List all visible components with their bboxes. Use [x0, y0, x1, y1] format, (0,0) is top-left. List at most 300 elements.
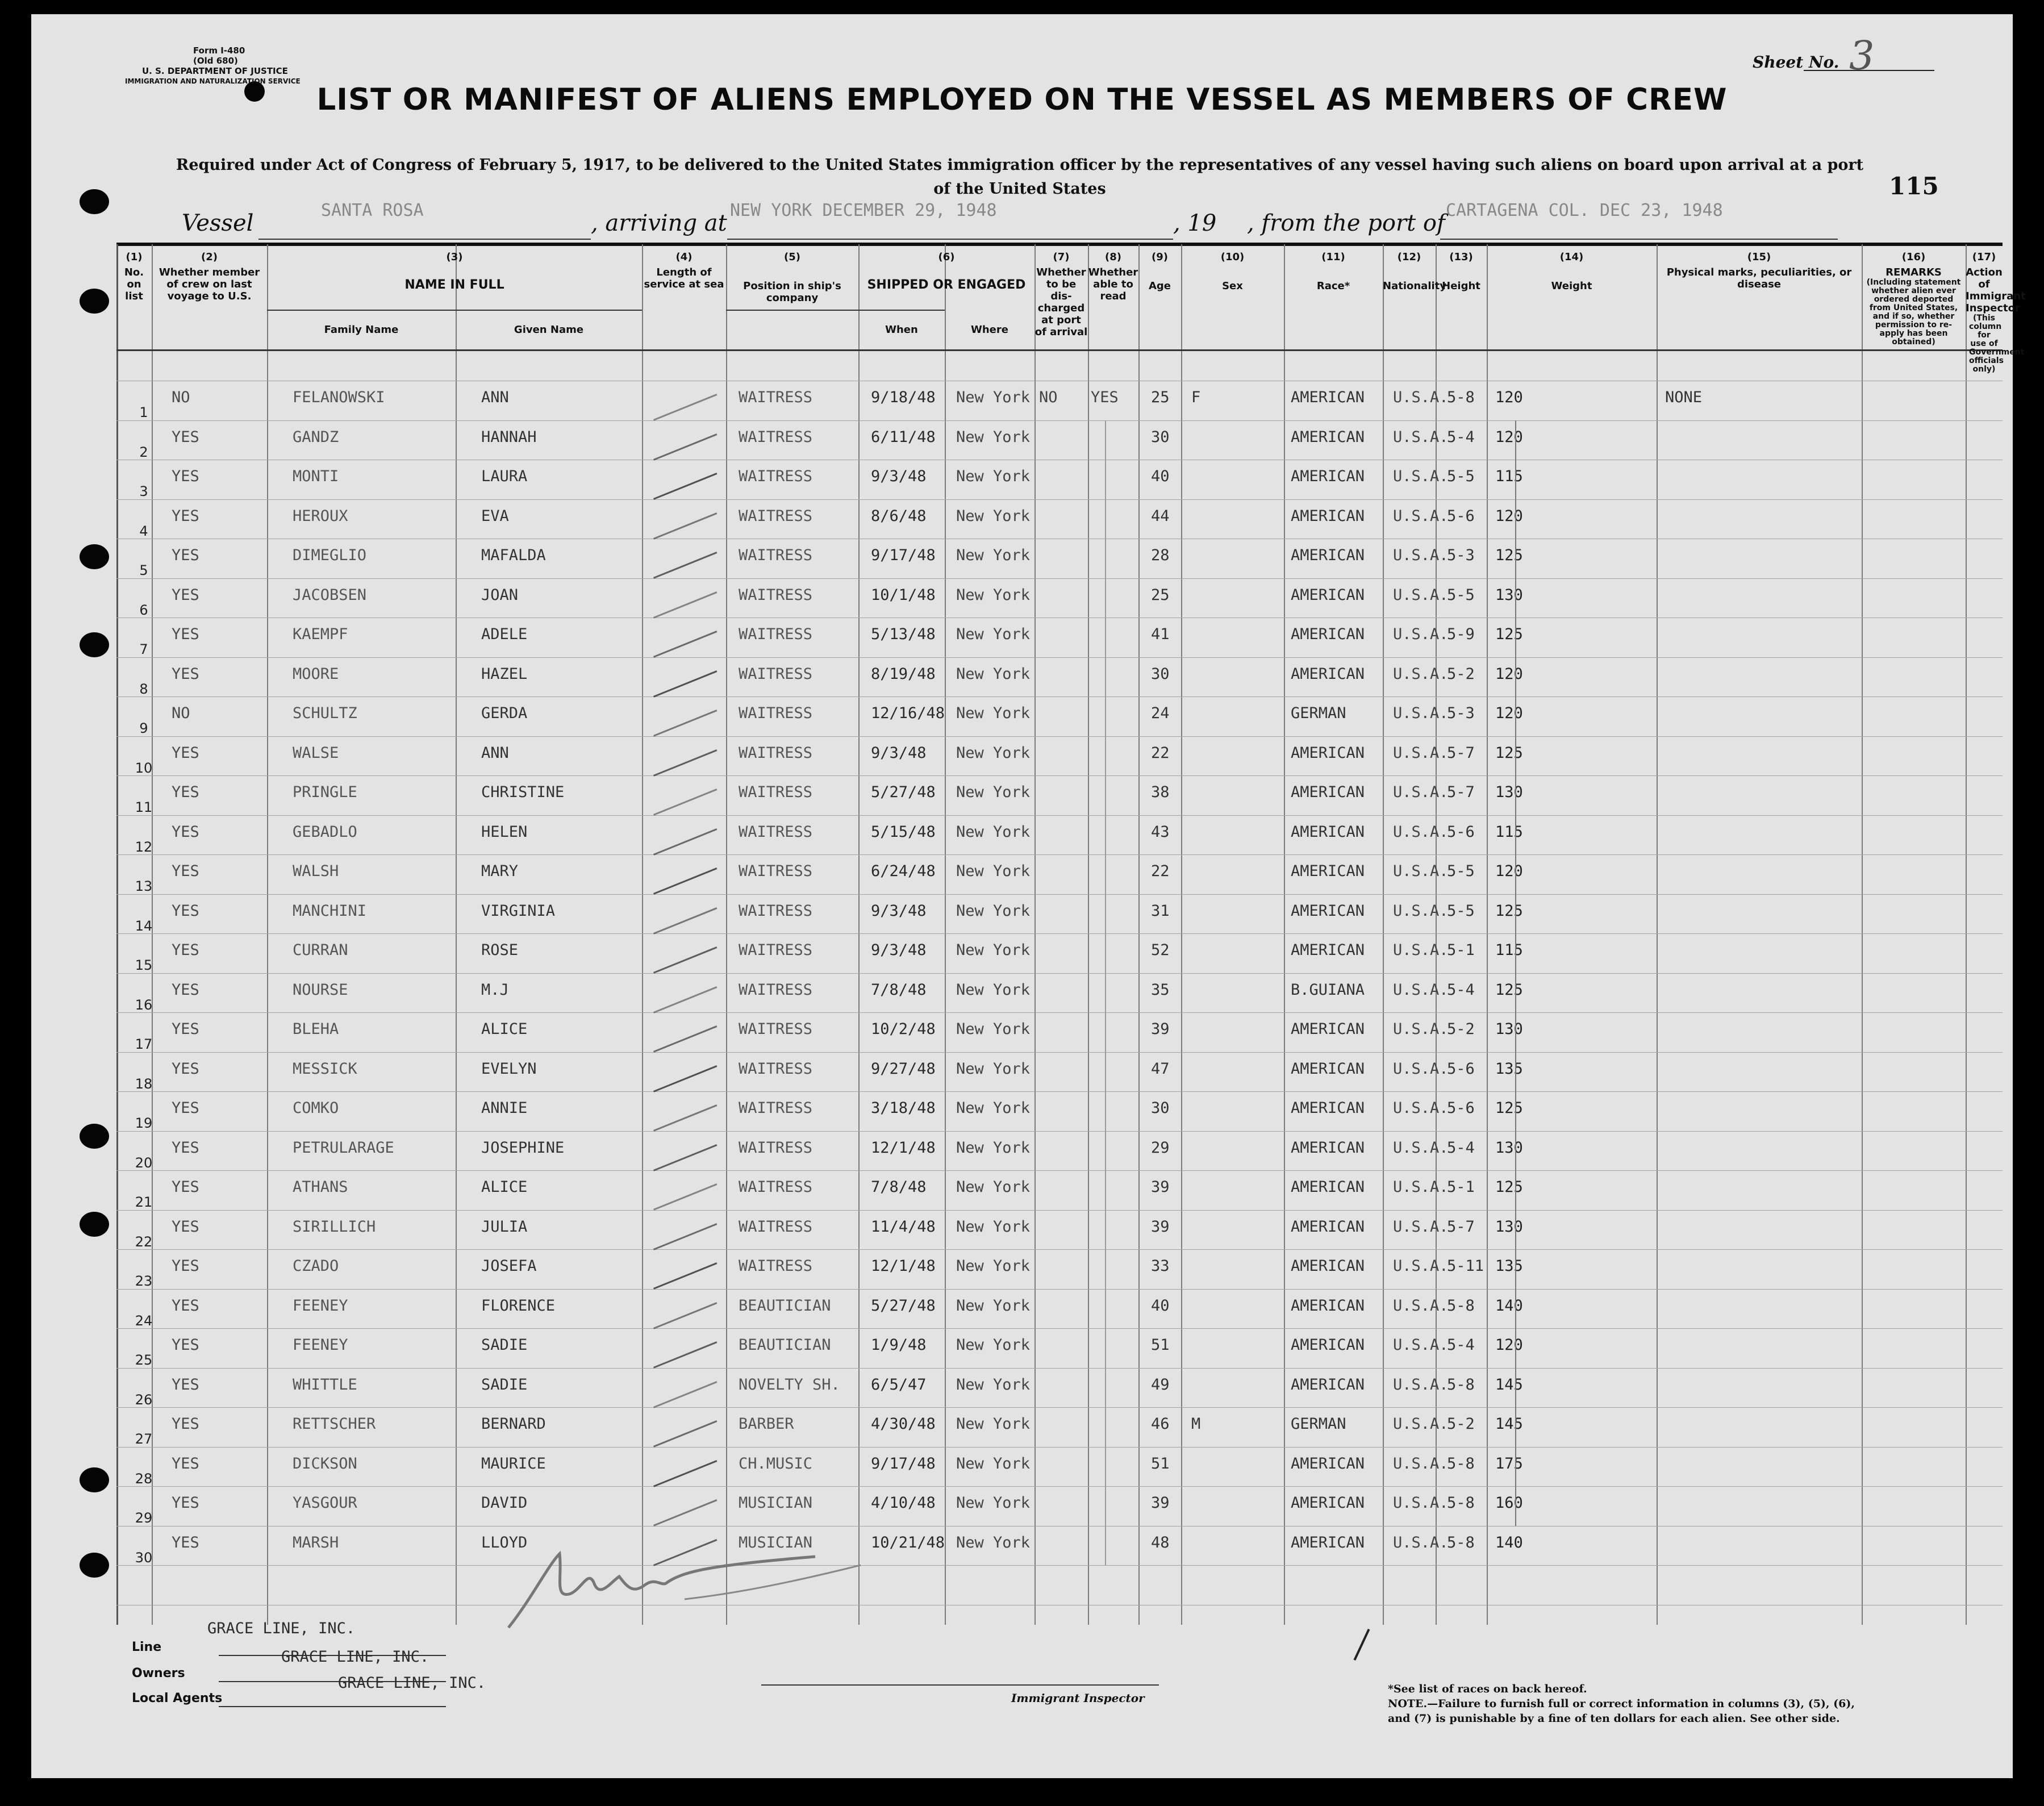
- cell-weight: 130: [1495, 1020, 1523, 1038]
- cell-position: BARBER: [739, 1415, 794, 1433]
- service-check-mark: [653, 433, 717, 461]
- cell-when: 12/1/48: [871, 1138, 936, 1157]
- cell-where: New York: [956, 547, 1031, 564]
- table-row: [116, 465, 2003, 505]
- cell-when: 9/17/48: [871, 547, 936, 564]
- cell-prev: YES: [172, 823, 199, 841]
- table-row: [116, 584, 2003, 624]
- cell-given: FLORENCE: [481, 1296, 556, 1315]
- column-header: [642, 251, 726, 290]
- table-row: [116, 1295, 2003, 1334]
- cell-read: YES: [1091, 389, 1119, 406]
- cell-sex: M: [1191, 1415, 1201, 1433]
- row-number: 6: [139, 602, 148, 618]
- column-label: No. on list: [124, 266, 144, 302]
- cell-age: 47: [1151, 1060, 1170, 1078]
- cell-nationality: U.S.A.: [1393, 507, 1449, 525]
- table-row: [116, 742, 2003, 782]
- service-check-mark: [653, 512, 717, 540]
- cell-family: KAEMPF: [293, 625, 348, 643]
- cell-given: LAURA: [481, 468, 528, 485]
- cell-given: ALICE: [481, 1020, 528, 1038]
- agents-value: GRACE LINE, INC.: [338, 1674, 486, 1692]
- cell-age: 43: [1151, 823, 1170, 841]
- cell-age: 30: [1151, 1099, 1170, 1117]
- column-label: Race*: [1316, 280, 1350, 292]
- cell-sex: F: [1191, 389, 1201, 406]
- cell-where: New York: [956, 1296, 1031, 1315]
- cell-nationality: U.S.A.: [1393, 1257, 1449, 1275]
- crew-table: [116, 244, 2026, 1625]
- vessel-label: Vessel: [182, 210, 254, 236]
- column-number: (2): [201, 251, 218, 263]
- cell-family: SIRILLICH: [293, 1217, 376, 1236]
- cell-when: 3/18/48: [871, 1099, 936, 1117]
- cell-prev: YES: [172, 1494, 199, 1512]
- cell-height: 5-4: [1447, 428, 1475, 446]
- cell-when: 10/21/48: [871, 1533, 945, 1551]
- column-header: [858, 251, 1034, 291]
- cell-prev: YES: [172, 941, 199, 959]
- cell-where: New York: [956, 1138, 1031, 1157]
- cell-prev: YES: [172, 547, 199, 564]
- cell-weight: 130: [1495, 586, 1523, 604]
- column-note: (Including statement whether alien ever ordered deported from United States, and if so, whether permission to re-apply has been obtained): [1866, 278, 1961, 347]
- service-check-mark: [653, 1460, 717, 1487]
- cell-position: WAITRESS: [739, 586, 813, 604]
- cell-nationality: U.S.A.: [1393, 1138, 1449, 1157]
- cell-where: New York: [956, 1020, 1031, 1038]
- cell-position: WAITRESS: [739, 823, 813, 841]
- table-row: [116, 702, 2003, 742]
- cell-race: AMERICAN: [1291, 1060, 1365, 1078]
- row-number: 3: [139, 483, 148, 499]
- cell-family: CURRAN: [293, 941, 348, 959]
- cell-race: AMERICAN: [1291, 902, 1365, 920]
- cell-age: 51: [1151, 1336, 1170, 1354]
- row-number: 25: [135, 1352, 153, 1368]
- cell-when: 6/24/48: [871, 862, 936, 880]
- cell-given: ANN: [481, 744, 509, 762]
- cell-nationality: U.S.A.: [1393, 625, 1449, 643]
- cell-weight: 115: [1495, 941, 1523, 959]
- cell-family: FEENEY: [293, 1296, 348, 1315]
- column-label: Nationality: [1383, 280, 1446, 292]
- cell-position: WAITRESS: [739, 862, 813, 880]
- cell-family: PETRULARAGE: [293, 1138, 394, 1157]
- cell-nationality: U.S.A.: [1393, 586, 1449, 604]
- cell-when: 6/5/47: [871, 1375, 927, 1394]
- cell-where: New York: [956, 862, 1031, 880]
- cell-weight: 135: [1495, 1257, 1523, 1275]
- row-number: 11: [135, 799, 153, 815]
- cell-age: 39: [1151, 1494, 1170, 1512]
- cell-age: 52: [1151, 941, 1170, 959]
- cell-nationality: U.S.A.: [1393, 981, 1449, 999]
- cell-height: 5-5: [1447, 468, 1475, 485]
- cell-given: HANNAH: [481, 428, 537, 446]
- punch-hole: [80, 1124, 109, 1149]
- ditto-line: [1515, 420, 1516, 1526]
- department: U. S. DEPARTMENT OF JUSTICE: [142, 66, 288, 76]
- cell-given: VIRGINIA: [481, 902, 556, 920]
- cell-age: 48: [1151, 1533, 1170, 1551]
- cell-nationality: U.S.A.: [1393, 1060, 1449, 1078]
- cell-when: 5/27/48: [871, 783, 936, 801]
- cell-family: YASGOUR: [293, 1494, 357, 1512]
- cell-when: 9/27/48: [871, 1060, 936, 1078]
- cell-family: MESSICK: [293, 1060, 357, 1078]
- cell-height: 5-7: [1447, 744, 1475, 762]
- service-check-mark: [653, 907, 717, 935]
- cell-position: WAITRESS: [739, 389, 813, 406]
- cell-age: 25: [1151, 586, 1170, 604]
- cell-weight: 115: [1495, 468, 1523, 485]
- row-number: 30: [135, 1549, 153, 1566]
- column-header: [1088, 251, 1138, 302]
- cell-nationality: U.S.A.: [1393, 704, 1449, 722]
- cell-given: MARY: [481, 862, 519, 880]
- cell-height: 5-5: [1447, 586, 1475, 604]
- punch-hole: [80, 1212, 109, 1237]
- vessel-name: SANTA ROSA: [321, 201, 424, 220]
- cell-height: 5-6: [1447, 507, 1475, 525]
- column-number: (3): [446, 251, 463, 263]
- cell-family: DIMEGLIO: [293, 547, 367, 564]
- cell-weight: 115: [1495, 823, 1523, 841]
- cell-nationality: U.S.A.: [1393, 862, 1449, 880]
- cell-when: 6/11/48: [871, 428, 936, 446]
- cell-family: MOORE: [293, 665, 339, 683]
- cell-race: B.GUIANA: [1291, 981, 1365, 999]
- punch-hole: [80, 1553, 109, 1578]
- vessel-line: [258, 239, 591, 240]
- year-label: , 19: [1173, 210, 1217, 236]
- row-number: 10: [135, 760, 153, 776]
- cell-height: 5-8: [1447, 389, 1475, 406]
- cell-given: JULIA: [481, 1217, 528, 1236]
- cell-position: WAITRESS: [739, 1060, 813, 1078]
- column-number: (4): [675, 251, 693, 263]
- cell-weight: 145: [1495, 1375, 1523, 1394]
- cell-prev: YES: [172, 507, 199, 525]
- cell-where: New York: [956, 1178, 1031, 1196]
- cell-where: New York: [956, 625, 1031, 643]
- table-row: [116, 1216, 2003, 1256]
- cell-when: 9/3/48: [871, 744, 927, 762]
- row-number: 27: [135, 1431, 153, 1447]
- cell-family: PRINGLE: [293, 783, 357, 801]
- cell-family: GEBADLO: [293, 823, 357, 841]
- cell-position: WAITRESS: [739, 665, 813, 683]
- column-label: Weight: [1551, 280, 1592, 292]
- cell-height: 5-7: [1447, 1217, 1475, 1236]
- cell-when: 4/30/48: [871, 1415, 936, 1433]
- cell-prev: NO: [172, 704, 190, 722]
- cell-age: 40: [1151, 468, 1170, 485]
- service-check-mark: [653, 394, 717, 421]
- service-check-mark: [653, 631, 717, 658]
- table-row: [116, 1334, 2003, 1374]
- sheet-label: Sheet No.: [1753, 53, 1839, 72]
- cell-where: New York: [956, 507, 1031, 525]
- cell-weight: 120: [1495, 665, 1523, 683]
- cell-family: ATHANS: [293, 1178, 348, 1196]
- cell-nationality: U.S.A.: [1393, 744, 1449, 762]
- table-row: [116, 1058, 2003, 1098]
- cell-age: 35: [1151, 981, 1170, 999]
- cell-height: 5-6: [1447, 823, 1475, 841]
- service-check-mark: [653, 1223, 717, 1250]
- cell-prev: YES: [172, 1533, 199, 1551]
- cell-when: 5/13/48: [871, 625, 936, 643]
- punch-hole: [80, 1467, 109, 1492]
- cell-position: WAITRESS: [739, 1257, 813, 1275]
- cell-weight: 125: [1495, 1178, 1523, 1196]
- cell-when: 9/3/48: [871, 468, 927, 485]
- column-label: Whether to be dis-charged at port of arrival: [1034, 266, 1088, 338]
- cell-where: New York: [956, 1217, 1031, 1236]
- subheader-divider: [726, 310, 945, 311]
- table-row: [116, 781, 2003, 821]
- column-label: Sex: [1222, 280, 1243, 292]
- cell-age: 30: [1151, 665, 1170, 683]
- cell-age: 29: [1151, 1138, 1170, 1157]
- punch-hole: [80, 632, 109, 657]
- service-check-mark: [653, 789, 717, 816]
- cell-family: MANCHINI: [293, 902, 367, 920]
- column-header: [116, 251, 152, 302]
- cell-position: WAITRESS: [739, 1138, 813, 1157]
- column-number: (6): [938, 251, 955, 263]
- cell-prev: YES: [172, 1415, 199, 1433]
- cell-position: WAITRESS: [739, 468, 813, 485]
- service-check-mark: [653, 1104, 717, 1132]
- cell-race: AMERICAN: [1291, 1178, 1365, 1196]
- cell-given: EVA: [481, 507, 509, 525]
- table-row: [116, 426, 2003, 466]
- column-header: [1383, 251, 1446, 292]
- row-number: 29: [135, 1510, 153, 1526]
- cell-nationality: U.S.A.: [1393, 823, 1449, 841]
- cell-race: AMERICAN: [1291, 468, 1365, 485]
- cell-nationality: U.S.A.: [1393, 941, 1449, 959]
- immigrant-inspector-label: Immigrant Inspector: [1011, 1691, 1145, 1705]
- cell-family: JACOBSEN: [293, 586, 367, 604]
- cell-family: GANDZ: [293, 428, 339, 446]
- punch-hole: [80, 189, 109, 214]
- row-number: 26: [135, 1391, 153, 1408]
- cell-position: WAITRESS: [739, 941, 813, 959]
- cell-when: 9/3/48: [871, 941, 927, 959]
- owners-value: GRACE LINE, INC.: [281, 1648, 429, 1666]
- cell-when: 8/19/48: [871, 665, 936, 683]
- cell-weight: 120: [1495, 428, 1523, 446]
- service-check-mark: [653, 1499, 717, 1526]
- column-header: [1284, 251, 1383, 292]
- form-identifier: [125, 45, 301, 86]
- cell-nationality: U.S.A.: [1393, 1296, 1449, 1315]
- cell-weight: 160: [1495, 1494, 1523, 1512]
- cell-where: New York: [956, 1415, 1031, 1433]
- cell-where: New York: [956, 823, 1031, 841]
- service-check-mark: [653, 710, 717, 737]
- cell-when: 9/17/48: [871, 1454, 936, 1473]
- check-mark: [1354, 1629, 1370, 1661]
- cell-position: WAITRESS: [739, 507, 813, 525]
- cell-when: 9/3/48: [871, 902, 927, 920]
- cell-prev: YES: [172, 665, 199, 683]
- column-number: (5): [784, 251, 800, 263]
- cell-prev: YES: [172, 1138, 199, 1157]
- service: IMMIGRATION AND NATURALIZATION SERVICE: [125, 77, 301, 85]
- row-number: 17: [135, 1036, 153, 1052]
- column-header: [1034, 251, 1088, 338]
- cell-family: FELANOWSKI: [293, 389, 385, 406]
- cell-given: JOSEPHINE: [481, 1138, 565, 1157]
- subheader: Where: [971, 324, 1008, 336]
- cell-where: New York: [956, 704, 1031, 722]
- cell-weight: 140: [1495, 1533, 1523, 1551]
- table-row: [116, 1137, 2003, 1177]
- service-check-mark: [653, 473, 717, 500]
- cell-race: AMERICAN: [1291, 862, 1365, 880]
- cell-age: 31: [1151, 902, 1170, 920]
- table-row: [116, 1176, 2003, 1216]
- cell-where: New York: [956, 1494, 1031, 1512]
- owners-label: Owners: [132, 1666, 185, 1680]
- table-row: [116, 1453, 2003, 1492]
- sheet-number: 3: [1849, 32, 1875, 79]
- form-old-number: (Old 680): [193, 56, 238, 66]
- cell-prev: YES: [172, 862, 199, 880]
- cell-race: AMERICAN: [1291, 1454, 1365, 1473]
- cell-nationality: U.S.A.: [1393, 1099, 1449, 1117]
- punch-hole: [80, 289, 109, 314]
- cell-nationality: U.S.A.: [1393, 1454, 1449, 1473]
- subheader: Given Name: [514, 324, 584, 336]
- cell-weight: 120: [1495, 862, 1523, 880]
- cell-prev: YES: [172, 1336, 199, 1354]
- cell-age: 22: [1151, 744, 1170, 762]
- cell-position: WAITRESS: [739, 744, 813, 762]
- cell-nationality: U.S.A.: [1393, 1178, 1449, 1196]
- table-row: [116, 1374, 2003, 1413]
- row-number: 9: [139, 720, 148, 736]
- cell-position: WAITRESS: [739, 1020, 813, 1038]
- column-label: Physical marks, peculiarities, or disease: [1666, 266, 1852, 290]
- cell-height: 5-5: [1447, 862, 1475, 880]
- column-number: (13): [1449, 251, 1473, 263]
- service-check-mark: [653, 1302, 717, 1329]
- service-check-mark: [653, 828, 717, 856]
- cell-weight: 130: [1495, 783, 1523, 801]
- column-label: Position in ship's company: [743, 280, 841, 304]
- cell-when: 9/18/48: [871, 389, 936, 406]
- cell-given: M.J: [481, 981, 509, 999]
- cell-when: 5/15/48: [871, 823, 936, 841]
- inspector-line: [761, 1684, 1159, 1686]
- cell-family: NOURSE: [293, 981, 348, 999]
- cell-height: 5-3: [1447, 547, 1475, 564]
- column-note: (This column for use of Government officials only): [1969, 314, 2025, 374]
- cell-nationality: U.S.A.: [1393, 902, 1449, 920]
- table-row: [116, 505, 2003, 545]
- punch-hole: [80, 544, 109, 569]
- cell-weight: 125: [1495, 1099, 1523, 1117]
- cell-family: WALSH: [293, 862, 339, 880]
- cell-height: 5-11: [1447, 1257, 1484, 1275]
- cell-height: 5-8: [1447, 1375, 1475, 1394]
- cell-prev: YES: [172, 1099, 199, 1117]
- table-row: [116, 663, 2003, 703]
- cell-where: New York: [956, 1533, 1031, 1551]
- cell-height: 5-9: [1447, 625, 1475, 643]
- service-check-mark: [653, 1065, 717, 1092]
- service-check-mark: [653, 1341, 717, 1369]
- cell-race: AMERICAN: [1291, 823, 1365, 841]
- service-check-mark: [653, 1183, 717, 1211]
- cell-when: 10/2/48: [871, 1020, 936, 1038]
- column-header: [1966, 251, 2026, 374]
- cell-when: 8/6/48: [871, 507, 927, 525]
- cell-race: AMERICAN: [1291, 665, 1365, 683]
- service-check-mark: [653, 1420, 717, 1448]
- cell-position: WAITRESS: [739, 704, 813, 722]
- cell-prev: YES: [172, 468, 199, 485]
- cell-height: 5-2: [1447, 1415, 1475, 1433]
- column-header: [1436, 251, 1487, 292]
- cell-when: 10/1/48: [871, 586, 936, 604]
- row-number: 8: [139, 681, 148, 697]
- cell-height: 5-3: [1447, 704, 1475, 722]
- cell-height: 5-6: [1447, 1099, 1475, 1117]
- cell-height: 5-4: [1447, 1336, 1475, 1354]
- cell-prev: YES: [172, 586, 199, 604]
- page-title: LIST OR MANIFEST OF ALIENS EMPLOYED ON THE VESSEL AS MEMBERS OF CREW: [316, 82, 1728, 117]
- cell-where: New York: [956, 981, 1031, 999]
- cell-height: 5-4: [1447, 981, 1475, 999]
- row-number: 14: [135, 917, 153, 934]
- signature: [497, 1531, 895, 1645]
- column-label: NAME IN FULL: [404, 278, 504, 292]
- table-row: [116, 900, 2003, 940]
- service-check-mark: [653, 1262, 717, 1290]
- cell-race: GERMAN: [1291, 1415, 1346, 1433]
- cell-height: 5-6: [1447, 1060, 1475, 1078]
- cell-where: New York: [956, 1257, 1031, 1275]
- column-number: (1): [126, 251, 143, 263]
- cell-nationality: U.S.A.: [1393, 1415, 1449, 1433]
- cell-height: 5-1: [1447, 941, 1475, 959]
- column-number: (9): [1152, 251, 1168, 263]
- header-divider: [116, 349, 2003, 351]
- row-number: 23: [135, 1273, 153, 1289]
- column-header: [1487, 251, 1657, 292]
- row-number: 2: [139, 444, 148, 460]
- cell-when: 11/4/48: [871, 1217, 936, 1236]
- cell-where: New York: [956, 902, 1031, 920]
- cell-race: AMERICAN: [1291, 1217, 1365, 1236]
- cell-weight: 125: [1495, 902, 1523, 920]
- cell-nationality: U.S.A.: [1393, 389, 1449, 406]
- cell-family: RETTSCHER: [293, 1415, 376, 1433]
- service-check-mark: [653, 986, 717, 1013]
- cell-weight: 135: [1495, 1060, 1523, 1078]
- column-number: (12): [1397, 251, 1421, 263]
- cell-age: 28: [1151, 547, 1170, 564]
- row-number: 28: [135, 1470, 153, 1487]
